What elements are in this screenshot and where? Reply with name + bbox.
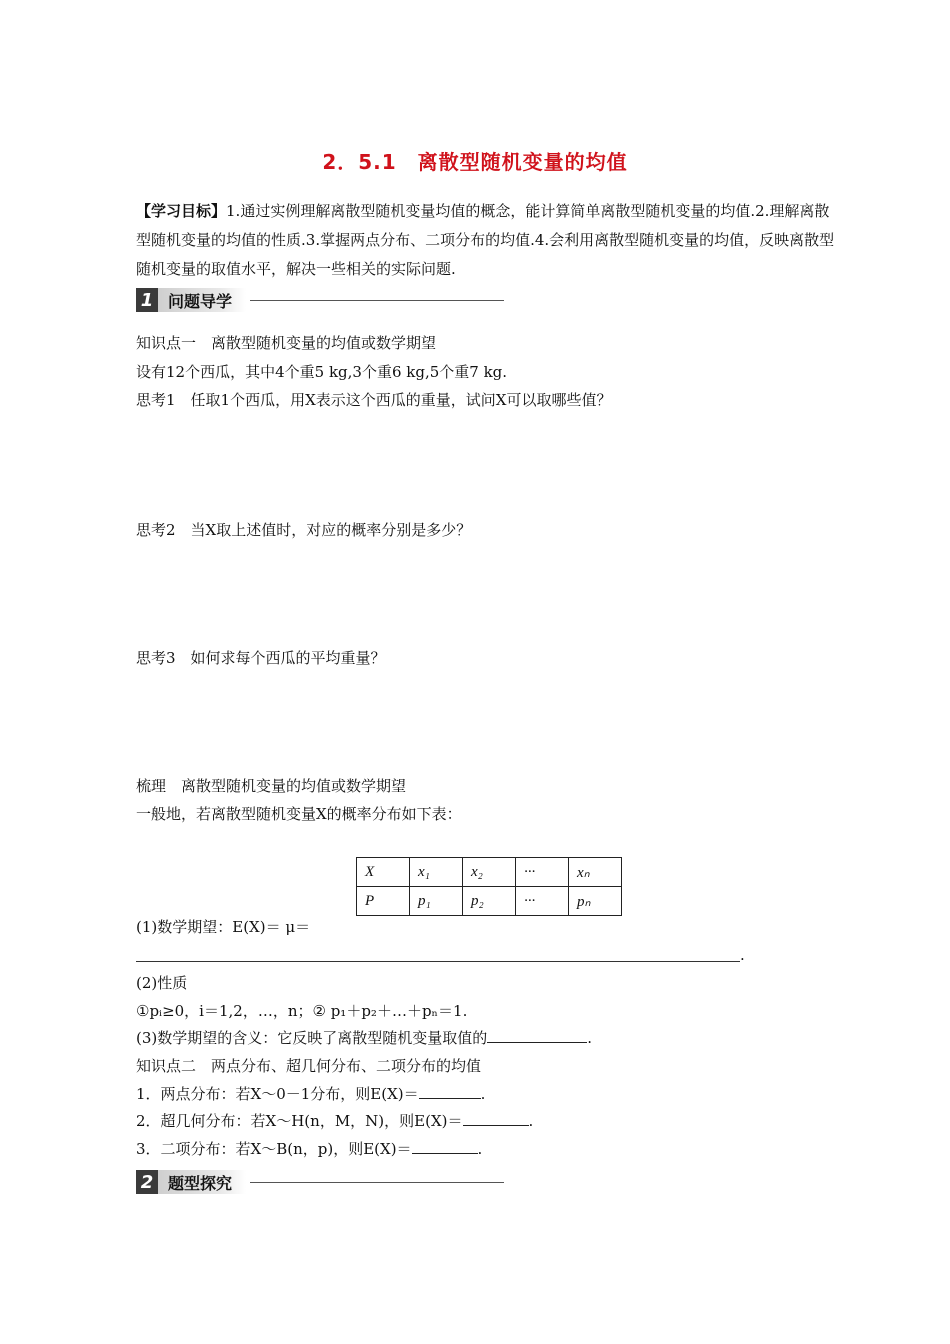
answer-blank [412, 1138, 478, 1154]
answer-blank [463, 1110, 529, 1126]
hypergeometric-line [136, 1109, 533, 1133]
table-cell: p₂ [463, 887, 516, 916]
properties-detail: ①pᵢ≥0，i＝1,2，…，n；② p₁＋p₂＋…＋pₙ＝1. [136, 1002, 468, 1020]
section-number-badge: 1 [136, 288, 158, 312]
section-label: 问题导学 [158, 288, 246, 312]
table-cell: x₂ [463, 858, 516, 887]
answer-blank [419, 1083, 481, 1099]
line-end-period: . [587, 1029, 593, 1047]
answer-blank [487, 1027, 587, 1043]
table-cell: ··· [516, 858, 569, 887]
section-rule [250, 300, 504, 301]
section-number-badge: 2 [136, 1170, 158, 1194]
learning-objectives [136, 197, 836, 284]
probability-distribution-table [356, 857, 622, 916]
table-cell: X [357, 858, 410, 887]
binomial-line [136, 1137, 482, 1161]
answer-blank-line [136, 961, 740, 962]
summary-intro: 一般地，若离散型随机变量X的概率分布如下表： [136, 805, 462, 823]
table-cell: p₁ [410, 887, 463, 916]
kp1-heading: 知识点一 离散型随机变量的均值或数学期望 [136, 334, 437, 352]
line-end-period: . [740, 946, 745, 964]
kp1-intro: 设有12个西瓜，其中4个重5 kg,3个重6 kg,5个重7 kg. [136, 363, 508, 381]
line-end-period: . [477, 1140, 483, 1158]
objectives-label: 【学习目标】 [136, 202, 227, 220]
table-cell: x₁ [410, 858, 463, 887]
properties-heading: (2)性质 [136, 974, 188, 992]
section-header-1 [136, 288, 504, 312]
table-cell: P [357, 887, 410, 916]
think-1: 思考1 任取1个西瓜，用X表示这个西瓜的重量，试问X可以取哪些值？ [136, 391, 612, 409]
kp2-heading: 知识点二 两点分布、超几何分布、二项分布的均值 [136, 1057, 482, 1075]
summary-heading: 梳理 离散型随机变量的均值或数学期望 [136, 777, 407, 795]
two-point-line [136, 1082, 485, 1106]
table-row [357, 887, 622, 916]
think-2: 思考2 当X取上述值时，对应的概率分别是多少？ [136, 521, 472, 539]
table-cell: ··· [516, 887, 569, 916]
objectives-text: 1.通过实例理解离散型随机变量均值的概念，能计算简单离散型随机变量的均值.2.理解离散型随机变量的均值的性质.3.掌握两点分布、二项分布的均值.4.会利用离散型随机变量的均值，反映离散型随机变量的取值水平，解决一些相关的实际问题. [136, 202, 835, 278]
binomial-text: 3．二项分布：若X～B(n，p)，则E(X)＝ [136, 1140, 412, 1158]
hypergeometric-text: 2．超几何分布：若X～H(n，M，N)，则E(X)＝ [136, 1112, 463, 1130]
line-end-period: . [480, 1085, 486, 1103]
expectation-definition: (1)数学期望：E(X)＝ μ＝ [136, 918, 311, 936]
meaning-line [136, 1026, 592, 1050]
table-row [357, 858, 622, 887]
meaning-text: (3)数学期望的含义：它反映了离散型随机变量取值的 [136, 1029, 488, 1047]
two-point-text: 1．两点分布：若X～0－1分布，则E(X)＝ [136, 1085, 419, 1103]
table-cell: xₙ [569, 858, 622, 887]
section-rule [250, 1182, 504, 1183]
think-3: 思考3 如何求每个西瓜的平均重量？ [136, 649, 386, 667]
section-label: 题型探究 [158, 1170, 246, 1194]
table-cell: pₙ [569, 887, 622, 916]
page-title: 2．5.1 离散型随机变量的均值 [322, 150, 628, 174]
line-end-period: . [528, 1112, 534, 1130]
section-header-2 [136, 1170, 504, 1194]
